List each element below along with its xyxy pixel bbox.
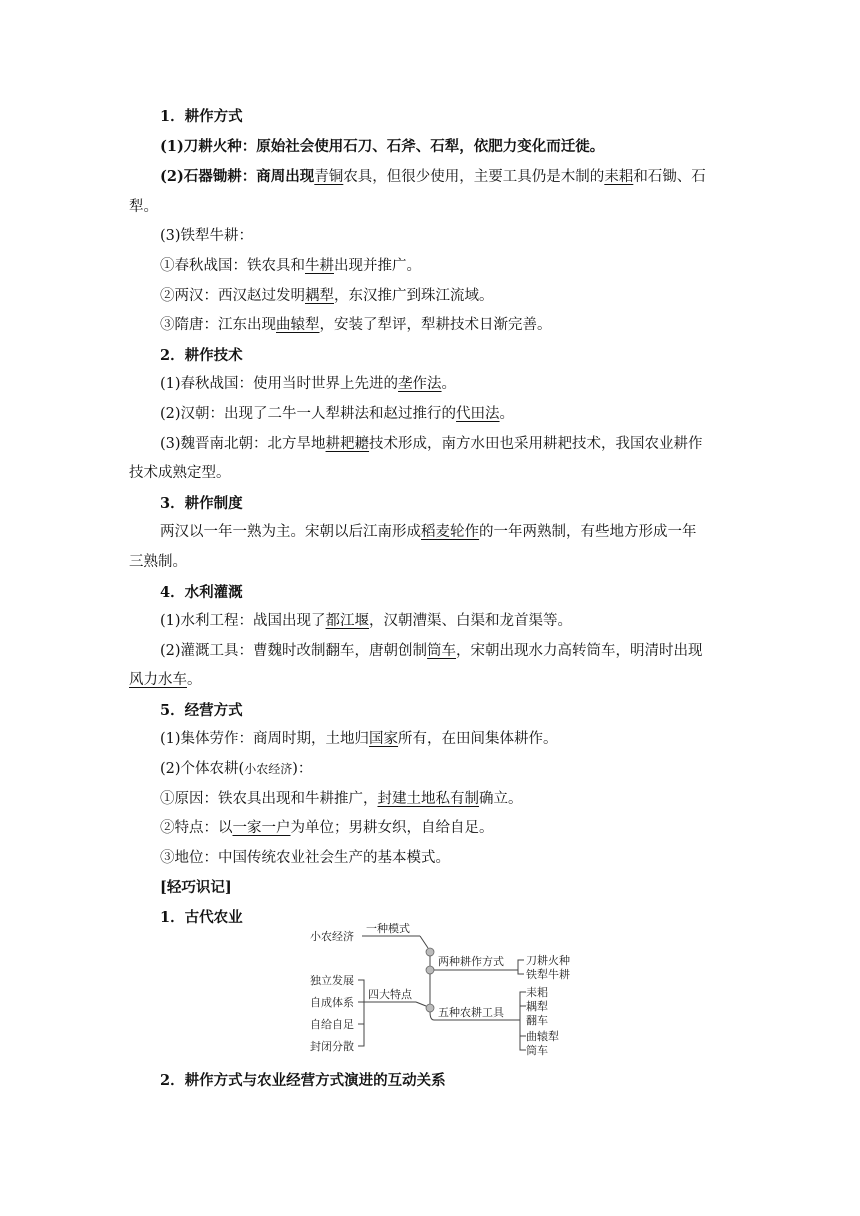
- knowledge-diagram: [300, 920, 600, 1066]
- text: ，宋朝出现水力高转筒车，明清时出现: [456, 642, 703, 659]
- diagram-four-features: 四大特点: [368, 988, 412, 1001]
- text: ①原因：铁农具出现和牛耕推广，: [160, 790, 378, 807]
- list-item: [129, 814, 735, 844]
- connector: [514, 960, 524, 970]
- paragraph: [129, 430, 735, 460]
- text: (3)魏晋南北朝：北方旱地: [160, 435, 326, 452]
- diagram-five-tools-item: 耒耜: [526, 986, 548, 999]
- paragraph-continuation: 三熟制。: [129, 553, 187, 570]
- diagram-two-modes: 两种耕作方式: [438, 955, 504, 968]
- text: 技术形成，南方水田也采用耕耙技术，我国农业耕作: [369, 435, 703, 452]
- underlined-term: 耦犁: [305, 287, 334, 304]
- underlined-term: 封建土地私有制: [377, 790, 479, 807]
- paragraph-continuation: 技术成熟定型。: [129, 465, 231, 482]
- paragraph: [129, 725, 735, 755]
- text: (2)灌溉工具：曹魏时改制翻车，唐朝创制: [160, 642, 428, 659]
- text: ，汉朝漕渠、白渠和龙首渠等。: [369, 613, 573, 630]
- text: (2)个体农耕(: [160, 761, 245, 778]
- node-circle: [426, 1004, 434, 1012]
- text: 为单位；男耕女织，自给自足。: [290, 820, 494, 837]
- list-item: [129, 785, 735, 815]
- paragraph: [129, 370, 735, 400]
- text: (1)水利工程：战国出现了: [160, 613, 326, 630]
- list-item: [129, 252, 735, 282]
- paragraph-continuation: 犁。: [129, 198, 158, 215]
- node-circle: [426, 966, 434, 974]
- node-circle: [426, 948, 434, 956]
- underlined-term: 都江堰: [325, 613, 370, 630]
- text: (1)刀耕火种：原始社会使用石刀、石斧、石犁，依肥力变化而迁徙。: [160, 137, 605, 155]
- diagram-five-tools-item: 翻车: [526, 1014, 548, 1027]
- text: 两汉以一年一熟为主。宋朝以后江南形成: [160, 524, 421, 541]
- list-item: [129, 311, 735, 341]
- underlined-term: 牛耕: [305, 257, 334, 274]
- tip-heading: [轻巧识记]: [160, 879, 232, 897]
- section-heading-1: 1．耕作方式: [160, 108, 243, 125]
- paragraph-continuation: [129, 666, 735, 696]
- paragraph: [129, 400, 735, 430]
- list-item: [129, 282, 735, 312]
- text: 确立。: [479, 790, 523, 807]
- text: 和石锄、石: [633, 169, 706, 186]
- tip-subheading-2: 2．耕作方式与农业经营方式演进的互动关系: [160, 1072, 446, 1089]
- text: 所有，在田间集体耕作。: [398, 731, 558, 748]
- diagram-four-features-item: 封闭分散: [310, 1040, 354, 1053]
- list-item: ③地位：中国传统农业社会生产的基本模式。: [160, 849, 450, 866]
- text: (2)石器锄耕：商周出现: [160, 168, 315, 186]
- diagram-two-modes-item: 铁犁牛耕: [526, 968, 570, 981]
- underlined-term: 代田法: [456, 405, 500, 422]
- text: ，东汉推广到珠江流域。: [334, 287, 494, 304]
- underlined-term: 耒耜: [604, 169, 634, 186]
- text: ，安装了犁评，犁耕技术日渐完善。: [319, 317, 552, 334]
- section-heading-2: 2．耕作技术: [160, 346, 243, 364]
- diagram-one-mode: 一种模式: [366, 922, 410, 935]
- diagram-four-features-item: 自成体系: [310, 996, 354, 1009]
- underlined-term: 青铜: [314, 169, 344, 186]
- diagram-four-features-item: 独立发展: [310, 974, 354, 987]
- text: 农具，但很少使用，主要工具仍是木制的: [343, 169, 605, 186]
- paragraph: [129, 637, 735, 667]
- underlined-term: 曲辕犁: [276, 317, 320, 334]
- underlined-term: 垄作法: [398, 376, 442, 393]
- text: (1)集体劳作：商周时期，土地归: [160, 731, 370, 748]
- paragraph: [129, 132, 735, 163]
- connector: [416, 1002, 426, 1006]
- paragraph: [129, 755, 735, 785]
- text: )：: [292, 761, 313, 778]
- tip-subheading-1: 1．古代农业: [160, 909, 243, 927]
- underlined-term: 一家一户: [232, 820, 291, 837]
- diagram-four-features-item: 自给自足: [310, 1018, 354, 1031]
- connector: [430, 1012, 434, 1020]
- underlined-term: 风力水车: [129, 672, 187, 689]
- diagram-root: 小农经济: [310, 930, 354, 943]
- underlined-term: 稻麦轮作: [421, 524, 479, 541]
- section-heading-3: 3．耕作制度: [160, 494, 243, 512]
- text: ②两汉：西汉赵过发明: [160, 287, 305, 304]
- connector: [420, 936, 428, 948]
- text: 。: [187, 672, 202, 689]
- paragraph: [129, 607, 735, 637]
- paragraph: (3)铁犁牛耕：: [160, 228, 254, 245]
- text: 的一年两熟制，有些地方形成一年: [479, 524, 697, 541]
- section-heading-5: 5．经营方式: [160, 701, 243, 719]
- text: 出现并推广。: [334, 257, 421, 274]
- diagram-five-tools: 五种农耕工具: [438, 1006, 504, 1019]
- diagram-five-tools-item: 曲辕犁: [526, 1030, 559, 1043]
- underlined-term: 筒车: [427, 642, 457, 659]
- paragraph: [129, 162, 735, 193]
- text: 。: [441, 376, 457, 393]
- underlined-term: 国家: [369, 731, 399, 748]
- diagram-two-modes-item: 刀耕火种: [526, 954, 570, 967]
- document-body: [129, 102, 735, 933]
- text: 小农经济: [244, 762, 293, 777]
- text: (2)汉朝：出现了二牛一人犁耕法和赵过推行的: [160, 405, 457, 422]
- section-heading-4: 4．水利灌溉: [160, 583, 243, 601]
- diagram-five-tools-item: 耦犁: [526, 1000, 548, 1013]
- text: ②特点：以: [160, 820, 233, 837]
- connector: [358, 980, 364, 1046]
- underlined-term: 耕耙耱: [325, 435, 370, 452]
- diagram-five-tools-item: 筒车: [526, 1044, 548, 1057]
- text: 。: [499, 405, 515, 422]
- text: (1)春秋战国：使用当时世界上先进的: [160, 376, 399, 393]
- connector: [518, 970, 524, 974]
- paragraph: [129, 518, 735, 548]
- text: ③隋唐：江东出现: [160, 317, 276, 334]
- text: ①春秋战国：铁农具和: [160, 257, 305, 274]
